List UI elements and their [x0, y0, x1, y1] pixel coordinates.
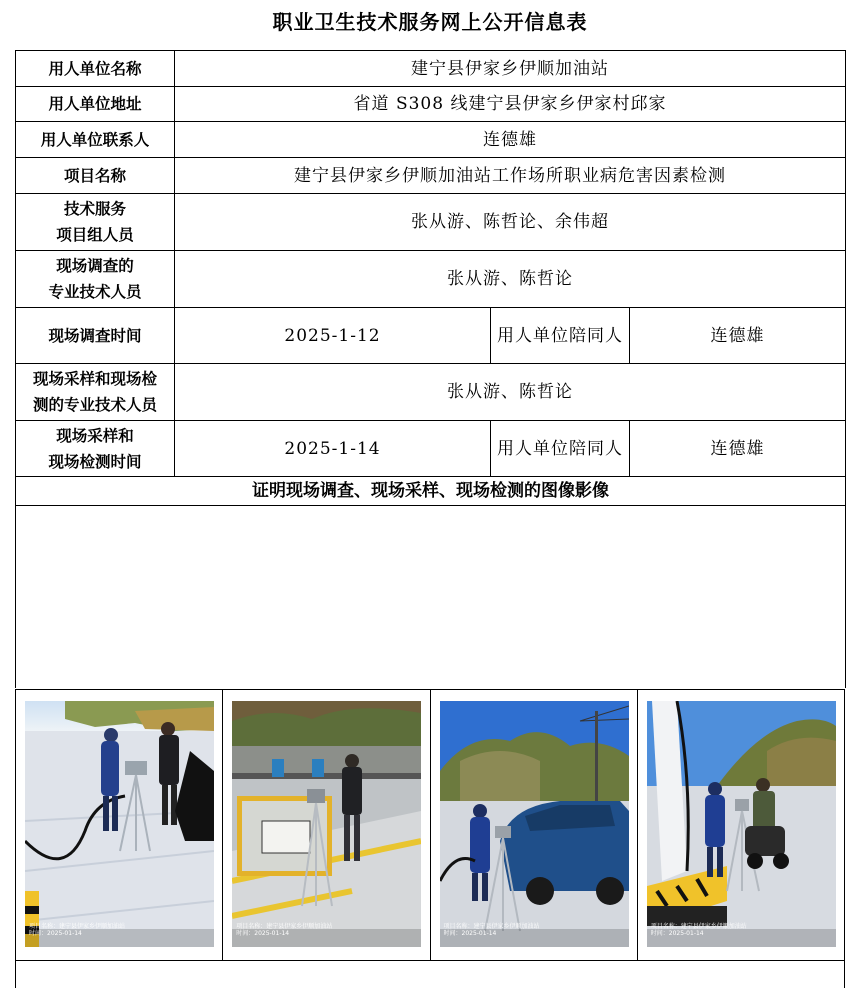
- survey-companion-label: 用人单位陪同人: [491, 308, 630, 364]
- row-photo-blank: [16, 506, 846, 689]
- photo-caption-1-line1: 项目名称：建宁县伊家乡伊顺加油站: [29, 923, 126, 930]
- sampling-time-label-line2: 现场检测时间: [48, 452, 142, 471]
- photo-caption-4-line2: 时间：2025-01-14: [650, 930, 704, 937]
- unit-name-value: 建宁县伊家乡伊顺加油站: [175, 51, 846, 87]
- photo-section-heading: 证明现场调查、现场采样、现场检测的图像影像: [16, 477, 846, 506]
- photo-caption-2: [236, 923, 332, 937]
- photo-cell-4: [637, 690, 845, 960]
- unit-address-label: 用人单位地址: [16, 87, 175, 122]
- row-unit-address: [16, 87, 846, 122]
- team-label-line2: 项目组人员: [56, 226, 134, 244]
- row-survey-time: [16, 308, 846, 364]
- site-photo-4: [647, 701, 836, 947]
- photo-cell-1: [15, 690, 222, 960]
- survey-staff-label-line2: 专业技术人员: [48, 283, 142, 301]
- sampling-staff-label-line2: 测的专业技术人员: [32, 396, 157, 414]
- sampling-companion-label: 用人单位陪同人: [491, 421, 630, 477]
- team-label: [16, 194, 175, 251]
- unit-name-label: 用人单位名称: [16, 51, 175, 87]
- photo-caption-3-line1: 项目名称：建宁县伊家乡伊顺加油站: [443, 923, 540, 930]
- photo-cell-3: [430, 690, 637, 960]
- survey-staff-label-line1: 现场调查的: [56, 257, 134, 275]
- photo-caption-4: [651, 923, 747, 937]
- survey-time-value: 2025-1-12: [175, 308, 491, 364]
- project-name-value: 建宁县伊家乡伊顺加油站工作场所职业病危害因素检测: [175, 158, 846, 194]
- survey-time-label: 现场调查时间: [16, 308, 175, 364]
- info-table: [15, 50, 846, 688]
- sampling-staff-label: [16, 364, 175, 421]
- site-photo-1: [25, 701, 214, 947]
- row-team: [16, 194, 846, 251]
- sampling-companion-value: 连德雄: [630, 421, 846, 477]
- photo-caption-2-line1: 项目名称：建宁县伊家乡伊顺加油站: [236, 923, 333, 930]
- photo-strip: [15, 689, 845, 961]
- site-photo-2: [232, 701, 421, 947]
- sampling-time-label: [16, 421, 175, 477]
- row-survey-staff: [16, 251, 846, 308]
- sampling-time-value: 2025-1-14: [175, 421, 491, 477]
- photo-caption-4-line1: 项目名称：建宁县伊家乡伊顺加油站: [650, 923, 747, 930]
- team-value: 张从游、陈哲论、余伟超: [175, 194, 846, 251]
- team-label-line1: 技术服务: [63, 200, 126, 218]
- survey-companion-value: 连德雄: [630, 308, 846, 364]
- row-sampling-staff: [16, 364, 846, 421]
- row-project-name: [16, 158, 846, 194]
- row-photo-heading: [16, 477, 846, 506]
- sampling-staff-value: 张从游、陈哲论: [175, 364, 846, 421]
- sampling-staff-label-line1: 现场采样和现场检: [32, 370, 157, 388]
- row-unit-contact: [16, 122, 846, 158]
- row-unit-name: [16, 51, 846, 87]
- unit-contact-value: 连德雄: [175, 122, 846, 158]
- sampling-time-label-line1: 现场采样和: [56, 426, 134, 445]
- photo-caption-3-line2: 时间：2025-01-14: [443, 930, 497, 937]
- photo-bottom-margin: [15, 959, 845, 988]
- unit-address-value: 省道 S308 线建宁县伊家乡伊家村邱家: [175, 87, 846, 122]
- photo-blank-area: [16, 506, 846, 689]
- row-sampling-time: [16, 421, 846, 477]
- photo-caption-3: [444, 923, 540, 937]
- page-title: 职业卫生技术服务网上公开信息表: [272, 10, 588, 34]
- unit-contact-label: 用人单位联系人: [16, 122, 175, 158]
- survey-staff-label: [16, 251, 175, 308]
- project-name-label: 项目名称: [16, 158, 175, 194]
- photo-caption-1: [29, 923, 125, 937]
- photo-caption-1-line2: 时间：2025-01-14: [29, 930, 82, 937]
- photo-cell-2: [222, 690, 429, 960]
- survey-staff-value: 张从游、陈哲论: [175, 251, 846, 308]
- photo-caption-2-line2: 时间：2025-01-14: [236, 930, 290, 937]
- site-photo-3: [440, 701, 629, 947]
